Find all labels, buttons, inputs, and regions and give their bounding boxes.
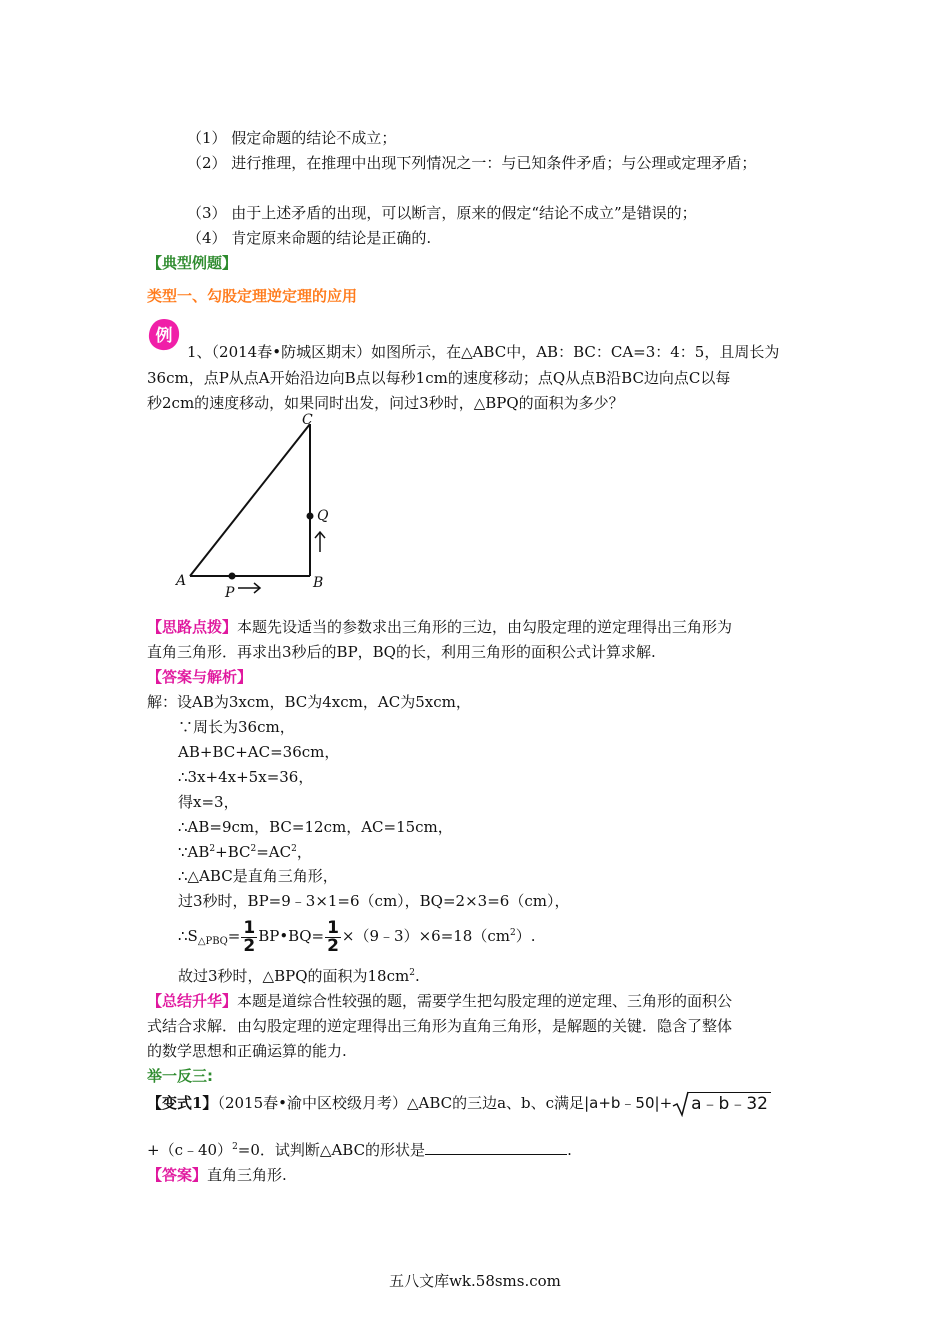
- answer-analysis-tag: 【答案与解析】: [147, 668, 253, 686]
- triangle-figure: [170, 410, 340, 600]
- answer-text: 直角三角形.: [207, 1166, 287, 1184]
- sol7-d: ，: [296, 843, 312, 861]
- badge-label: 例: [155, 326, 173, 346]
- solution-line-1: 解：设AB为3xcm，BC为4xcm，AC为5xcm，: [147, 693, 471, 711]
- variant-text: （2015春•渝中区校级月考）△ABC的三边a、b、c满足: [217, 1094, 585, 1112]
- variant2-a: +（c﹣40）: [147, 1141, 233, 1159]
- solution-line-8: ∴△ABC是直角三角形，: [178, 867, 338, 885]
- variant-line-2: [147, 1140, 572, 1160]
- frac2-num: 1: [327, 917, 339, 938]
- summary-line-1: [147, 991, 732, 1011]
- hint-line-1: [147, 617, 732, 637]
- abs-value: |a+b﹣50|: [584, 1094, 660, 1112]
- sq-1: 2: [209, 844, 216, 854]
- label-a: A: [176, 573, 187, 589]
- summary-line-2: 式结合求解．由勾股定理的逆定理得出三角形为直角三角形，是解题的关键．隐含了整体: [147, 1017, 733, 1035]
- sol10-sub: △PBQ: [197, 936, 228, 947]
- sol11-b: .: [414, 967, 420, 985]
- example-badge-icon: [147, 318, 181, 352]
- sq-3: 2: [291, 844, 297, 854]
- solution-line-6: ∴AB=9cm，BC=12cm，AC=15cm，: [178, 818, 453, 836]
- sqrt-expression: [672, 1091, 771, 1117]
- variant-line-1: [147, 1090, 771, 1117]
- step-1: （1） 假定命题的结论不成立；: [187, 129, 397, 147]
- frac1-den: 2: [243, 935, 256, 956]
- sol10-b: BP•BQ=: [258, 927, 325, 945]
- arrow-up-icon: [315, 532, 325, 552]
- solution-line-3: AB+BC+AC=36cm，: [178, 743, 340, 761]
- summary-text-1: 本题是道综合性较强的题，需要学生把勾股定理的逆定理、三角形的面积公: [237, 992, 733, 1010]
- type-one-heading: 类型一、勾股定理逆定理的应用: [147, 287, 358, 305]
- step-2: （2） 进行推理，在推理中出现下列情况之一：与已知条件矛盾；与公理或定理矛盾；: [187, 154, 757, 172]
- variant2-sup: 2: [232, 1142, 238, 1152]
- answer-tag: 【答案】: [147, 1166, 208, 1184]
- label-c: C: [302, 412, 313, 428]
- step-4: （4） 肯定原来命题的结论是正确的.: [187, 229, 432, 247]
- frac2-den: 2: [327, 935, 339, 956]
- fraction-half-1: [241, 917, 257, 956]
- hint-line-2: 直角三角形．再求出3秒后的BP，BQ的长，利用三角形的面积公式计算求解.: [147, 643, 656, 661]
- sol7-b: +BC: [215, 843, 251, 861]
- step-3: （3） 由于上述矛盾的出现，可以断言，原来的假定“结论不成立”是错误的；: [187, 204, 697, 222]
- sol10-d: ）.: [515, 927, 536, 945]
- sol7-a: ∵AB: [178, 843, 210, 861]
- sq-2: 2: [250, 844, 257, 854]
- solution-line-7: [178, 842, 312, 862]
- fraction-half-2: [325, 917, 341, 956]
- point-q: [307, 513, 314, 520]
- summary-tag: 【总结升华】: [147, 992, 238, 1010]
- problem-line-1: 1、（2014春•防城区期末）如图所示，在△ABC中，AB：BC：CA=3：4：5，且周长为: [187, 343, 780, 361]
- problem-line-2: 36cm，点P从点A开始沿边向B点以每秒1cm的速度移动；点Q从点B沿BC边向点C以每: [147, 369, 731, 387]
- label-q: Q: [317, 508, 329, 524]
- side-ac: [190, 424, 310, 576]
- solution-line-2: ∵周长为36cm，: [178, 718, 295, 736]
- sq-4: 2: [509, 928, 516, 938]
- variant-tag: 【变式1】: [147, 1094, 218, 1112]
- solution-line-9: 过3秒时，BP=9﹣3×1=6（cm），BQ=2×3=6（cm），: [178, 892, 570, 910]
- practice-heading: 举一反三:: [147, 1067, 213, 1085]
- sq-5: 2: [409, 968, 415, 978]
- hint-text-1: 本题先设适当的参数求出三角形的三边，由勾股定理的逆定理得出三角形为: [237, 618, 733, 636]
- sol10-eq: =: [227, 927, 241, 945]
- radical-sign-icon: [672, 1091, 690, 1117]
- solution-line-10: [178, 916, 536, 956]
- solution-line-11: [178, 966, 420, 986]
- hint-tag: 【思路点拨】: [147, 618, 238, 636]
- sol7-c: =AC: [256, 843, 292, 861]
- point-p: [229, 573, 236, 580]
- problem-line-3: 秒2cm的速度移动，如果同时出发，问过3秒时，△BPQ的面积为多少？: [147, 394, 624, 412]
- abs-expr: a+b﹣50: [589, 1094, 655, 1112]
- label-b: B: [313, 575, 324, 591]
- arrow-right-icon: [238, 583, 260, 593]
- answer-line: [147, 1165, 287, 1185]
- solution-line-4: ∴3x+4x+5x=36，: [178, 768, 314, 786]
- frac1-num: 1: [243, 917, 256, 938]
- solution-line-5: 得x=3，: [178, 793, 239, 811]
- typical-examples-heading: 【典型例题】: [147, 254, 238, 272]
- sqrt-expr: a﹣b﹣32: [688, 1092, 771, 1114]
- variant2-c: .: [567, 1141, 572, 1159]
- sol11-a: 故过3秒时，△BPQ的面积为18cm: [178, 967, 410, 985]
- page-footer: 五八文库wk.58sms.com: [389, 1272, 561, 1290]
- sol10-c: ×（9﹣3）×6=18（cm: [341, 927, 510, 945]
- sol10-s: ∴S: [178, 927, 198, 945]
- summary-line-3: 的数学思想和正确运算的能力.: [147, 1042, 347, 1060]
- answer-blank[interactable]: [425, 1140, 567, 1155]
- variant-plus: +: [659, 1094, 673, 1112]
- variant2-b: =0．试判断△ABC的形状是: [237, 1141, 426, 1159]
- label-p: P: [225, 585, 235, 600]
